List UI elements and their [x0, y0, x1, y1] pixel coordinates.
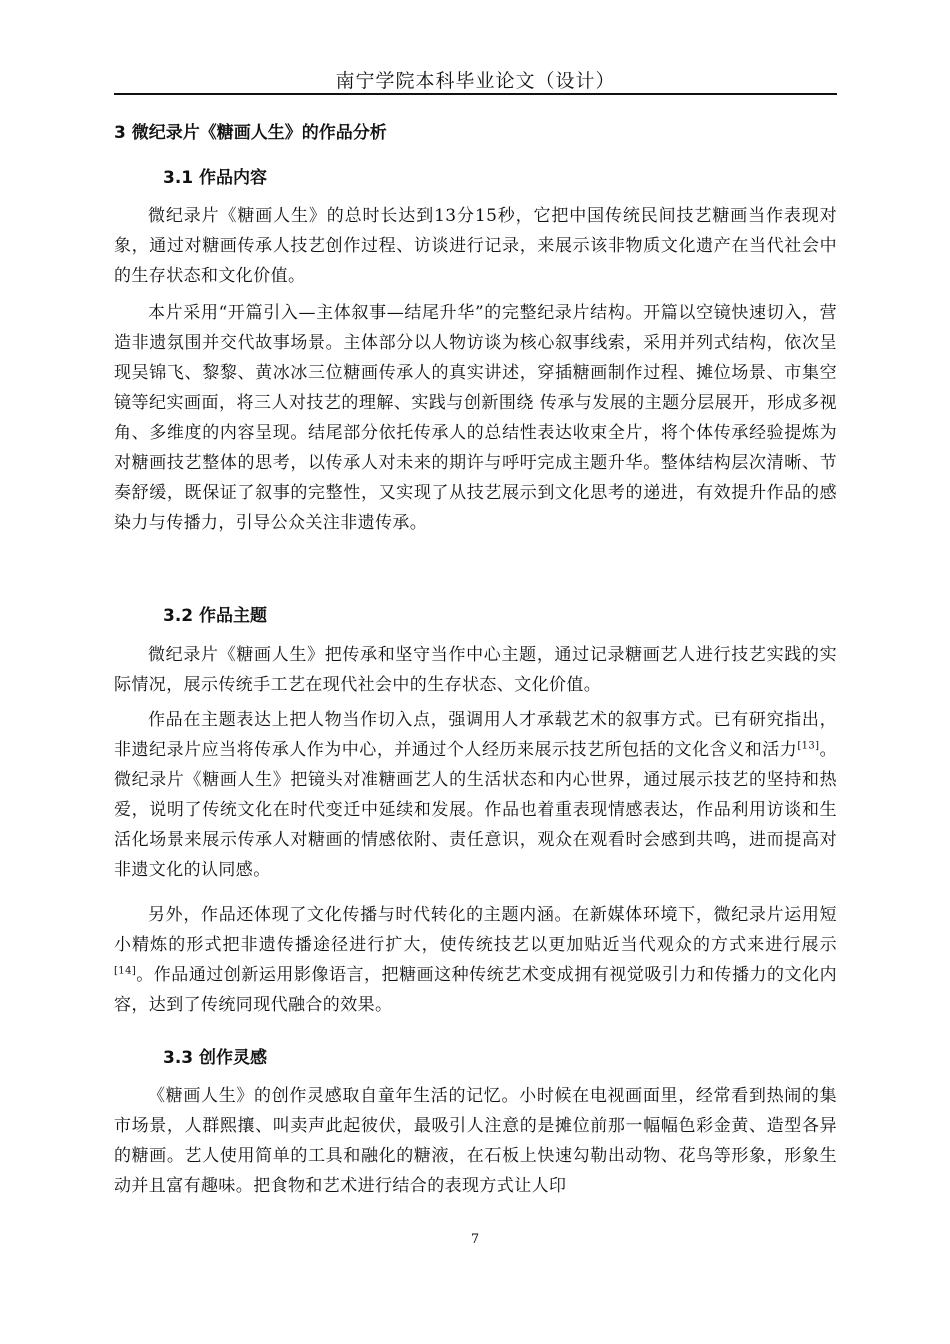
paragraph: 《糖画人生》的创作灵感取自童年生活的记忆。小时候在电视画面里，经常看到热闹的集市场景，人群熙攘、叫卖声此起彼伏，最吸引人注意的是摊位前那一幅幅色彩金黄、造型各异的糖画。艺人使用简单的工具和融化的糖液，在石板上快速勾勒出动物、花鸟等形象，形象生动并且富有趣味。把食物和艺术进行结合的表现方式让人印 — [114, 1086, 837, 1196]
paragraph-with-citation — [114, 705, 837, 885]
chapter-heading: 3 微纪录片《糖画人生》的作品分析 — [114, 123, 387, 143]
paragraph-text: 。微纪录片《糖画人生》把镜头对准糖画艺人的生活状态和内心世界，通过展示技艺的坚持和热爱，说明了传统文化在时代变迁中延续和发展。作品也着重表现情感表达，作品利用访谈和生活化场景来展示传承人对糖画的情感依附、责任意识，观众在观看时会感到共鸣，进而提高对非遗文化的认同感。 — [114, 740, 837, 880]
header-divider — [114, 93, 837, 95]
paragraph: 本片采用“开篇引入—主体叙事—结尾升华”的完整纪录片结构。开篇以空镜快速切入，营造非遗氛围并交代故事场景。主体部分以人物访谈为核心叙事线索，采用并列式结构，依次呈现吴锦飞、黎黎、黄冰冰三位糖画传承人的真实讲述，穿插糖画制作过程、摊位场景、市集空镜等纪实画面，将三人对技艺的理解、实践与创新围绕 传承与发展的主题分层展开，形成多视角、多维度的内容呈现。结尾部分依托传承人的总结性表达收束全片，将个体传承经验提炼为对糖画技艺整体的思考，以传承人对未来的期许与呼吁完成主题升华。整体结构层次清晰、节奏舒缓，既保证了叙事的完整性，又实现了从技艺展示到文化思考的递进，有效提升作品的感染力与传播力，引导公众关注非遗传承。 — [114, 303, 837, 533]
page-number: 7 — [470, 1232, 480, 1247]
citation-marker: [14] — [114, 965, 137, 977]
citation-marker: [13] — [797, 740, 820, 752]
section-heading-3-3: 3.3 创作灵感 — [163, 1048, 268, 1068]
section-heading-3-1: 3.1 作品内容 — [163, 168, 268, 188]
paragraph-text: 。作品通过创新运用影像语言，把糖画这种传统艺术变成拥有视觉吸引力和传播力的文化内容，达到了传统同现代融合的效果。 — [114, 965, 837, 1015]
paragraph-text: 作品在主题表达上把人物当作切入点，强调用人才承载艺术的叙事方式。已有研究指出，非遗纪录片应当将传承人作为中心，并通过个人经历来展示技艺所包括的文化含义和活力 — [114, 710, 837, 760]
paragraph: 微纪录片《糖画人生》把传承和坚守当作中心主题，通过记录糖画艺人进行技艺实践的实际情况，展示传统手工艺在现代社会中的生存状态、文化价值。 — [114, 645, 837, 695]
paragraph-with-citation — [114, 900, 837, 1020]
running-header: 南宁学院本科毕业论文（设计） — [335, 70, 616, 92]
paragraph-text: 另外，作品还体现了文化传播与时代转化的主题内涵。在新媒体环境下，微纪录片运用短小精炼的形式把非遗传播途径进行扩大，使传统技艺以更加贴近当代观众的方式来进行展示 — [114, 905, 837, 955]
section-heading-3-2: 3.2 作品主题 — [163, 606, 268, 626]
paragraph: 微纪录片《糖画人生》的总时长达到13分15秒，它把中国传统民间技艺糖画当作表现对象，通过对糖画传承人技艺创作过程、访谈进行记录，来展示该非物质文化遗产在当代社会中的生存状态和文化价值。 — [114, 206, 837, 286]
